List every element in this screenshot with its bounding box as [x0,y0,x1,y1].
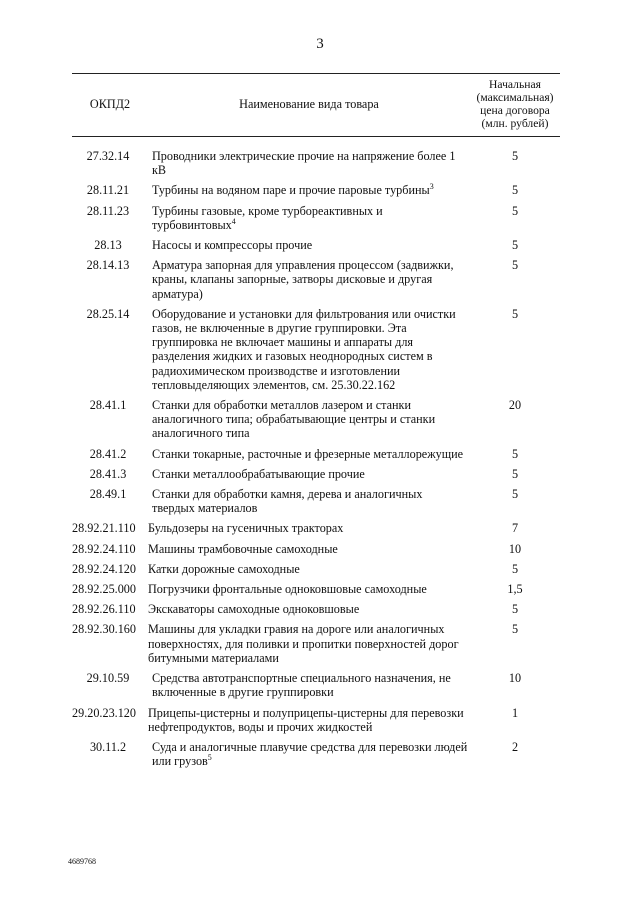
okpd2-code: 28.92.25.000 [72,582,136,597]
product-name [148,487,470,521]
max-price: 5 [511,446,519,461]
okpd2-code: 28.11.23 [86,203,130,218]
max-price: 5 [511,258,519,273]
table-row [72,258,560,307]
product-name-text: Станки для обработки камня, дерева и аналогичных твердых материалов [152,487,423,516]
max-price: 2 [511,739,519,754]
okpd2-code: 28.49.1 [89,487,127,502]
table-row [72,467,560,487]
okpd2-code: 28.41.2 [89,446,127,461]
max-price: 10 [508,671,522,686]
table-row [72,307,560,398]
okpd2-code: 28.11.21 [86,183,130,198]
max-price: 1,5 [507,582,523,597]
product-name-text: Машины трамбовочные самоходные [148,541,338,556]
product-name-text: Насосы и компрессоры прочие [152,238,313,253]
max-price: 1 [511,705,519,720]
product-name-text: Экскаваторы самоходные одноковшовые [148,602,360,617]
product-name [148,521,470,541]
table-row [72,137,560,184]
product-name-text: Арматура запорная для управления процессом (задвижки, краны, клапаны запорные, затворы дисковые и другая арматура) [152,258,454,301]
table-row [72,562,560,582]
product-name [148,602,470,622]
max-price: 7 [511,521,519,536]
okpd2-code: 28.92.30.160 [72,622,136,637]
product-name [148,398,470,447]
product-name [148,671,470,705]
max-price: 5 [511,561,519,576]
product-name-text: Станки токарные, расточные и фрезерные металлорежущие [152,446,464,461]
product-name-text: Бульдозеры на гусеничных тракторах [148,521,344,536]
product-name [148,706,470,740]
table-row [72,447,560,467]
okpd2-code: 28.92.24.120 [72,561,136,576]
product-name-text: Погрузчики фронтальные одноковшовые самоходные [148,582,427,597]
product-name [148,307,470,398]
product-name-text: Турбины на водяном паре и прочие паровые турбины [152,183,430,198]
page-number: 3 [316,36,324,52]
product-name-text: Проводники электрические прочие на напряжение более 1 кВ [152,149,456,178]
product-name [148,467,470,487]
max-price: 5 [511,203,519,218]
header-code: ОКПД2 [72,74,148,137]
max-price: 5 [511,602,519,617]
okpd2-code: 28.41.3 [89,466,127,481]
product-name [148,542,470,562]
okpd2-code: 28.25.14 [86,306,130,321]
table-row [72,582,560,602]
footnote-marker: 4 [231,216,236,226]
table-row [72,487,560,521]
footnote-marker: 5 [207,753,212,763]
product-name [148,447,470,467]
table-row [72,204,560,238]
product-name-text: Машины для укладки гравия на дороге или аналогичных поверхностях, для поливки и пропитки поверхностей дорог битумными материалами [148,622,459,665]
header-name: Наименование вида товара [148,74,470,137]
max-price: 5 [511,466,519,481]
product-name-text: Прицепы-цистерны и полуприцепы-цистерны для перевозки нефтепродуктов, воды и прочих жидкостей [148,705,464,734]
product-name-text: Станки металлообрабатывающие прочие [152,466,365,481]
max-price: 10 [508,541,522,556]
max-price: 5 [511,238,519,253]
max-price: 5 [511,183,519,198]
okpd2-code: 27.32.14 [86,149,130,163]
table-row [72,671,560,705]
okpd2-price-table [72,73,560,774]
table-row [72,602,560,622]
product-name [148,238,470,258]
product-name [148,740,470,774]
table-row [72,622,560,671]
table-row [72,706,560,740]
okpd2-code: 28.14.13 [86,258,130,273]
product-name-text: Турбины газовые, кроме турбореактивных и турбовинтовых [152,203,383,232]
header-price: Начальная (максимальная) цена договора (млн. рублей) [470,74,560,137]
table-body [72,137,560,775]
product-name-text: Станки для обработки металлов лазером и станки аналогичного типа; обрабатывающие центры и станки аналогичного типа [152,398,436,441]
okpd2-code: 29.10.59 [86,671,130,686]
product-name-text: Катки дорожные самоходные [148,561,300,576]
max-price: 20 [508,398,522,413]
okpd2-code: 28.92.24.110 [72,541,136,556]
table-row [72,238,560,258]
product-name [148,562,470,582]
okpd2-code: 28.41.1 [89,398,127,413]
document-id: 4689768 [68,857,96,866]
okpd2-code: 28.13 [94,238,122,253]
product-name [148,183,470,203]
table-header-row [72,74,560,137]
max-price: 5 [511,487,519,502]
product-name [148,622,470,671]
okpd2-code: 28.92.26.110 [72,602,136,617]
product-name [148,582,470,602]
table-row [72,398,560,447]
product-name-text: Суда и аналогичные плавучие средства для перевозки людей или грузов [152,739,468,769]
table-row [72,542,560,562]
okpd2-code: 28.92.21.110 [72,521,136,536]
table-row [72,521,560,541]
table-row [72,183,560,203]
okpd2-code: 30.11.2 [89,739,127,754]
product-name-text: Средства автотранспортные специального назначения, не включенные в другие группировки [152,671,451,700]
product-name [148,137,470,184]
okpd2-code: 29.20.23.120 [72,705,136,720]
product-name [148,204,470,238]
footnote-marker: 3 [429,182,434,192]
product-name-text: Оборудование и установки для фильтрования или очистки газов, не включенные в другие группировки. Эта группировка не включает машины и аппараты для разделения жидких и газовых неоднородных систем в радиохимическом производстве и изготовлении тепловыделяющих элементов, см. 25.30.22.162 [152,306,456,392]
max-price: 5 [511,622,519,637]
max-price: 5 [511,149,519,163]
max-price: 5 [511,306,519,321]
table-row [72,740,560,774]
product-name [148,258,470,307]
